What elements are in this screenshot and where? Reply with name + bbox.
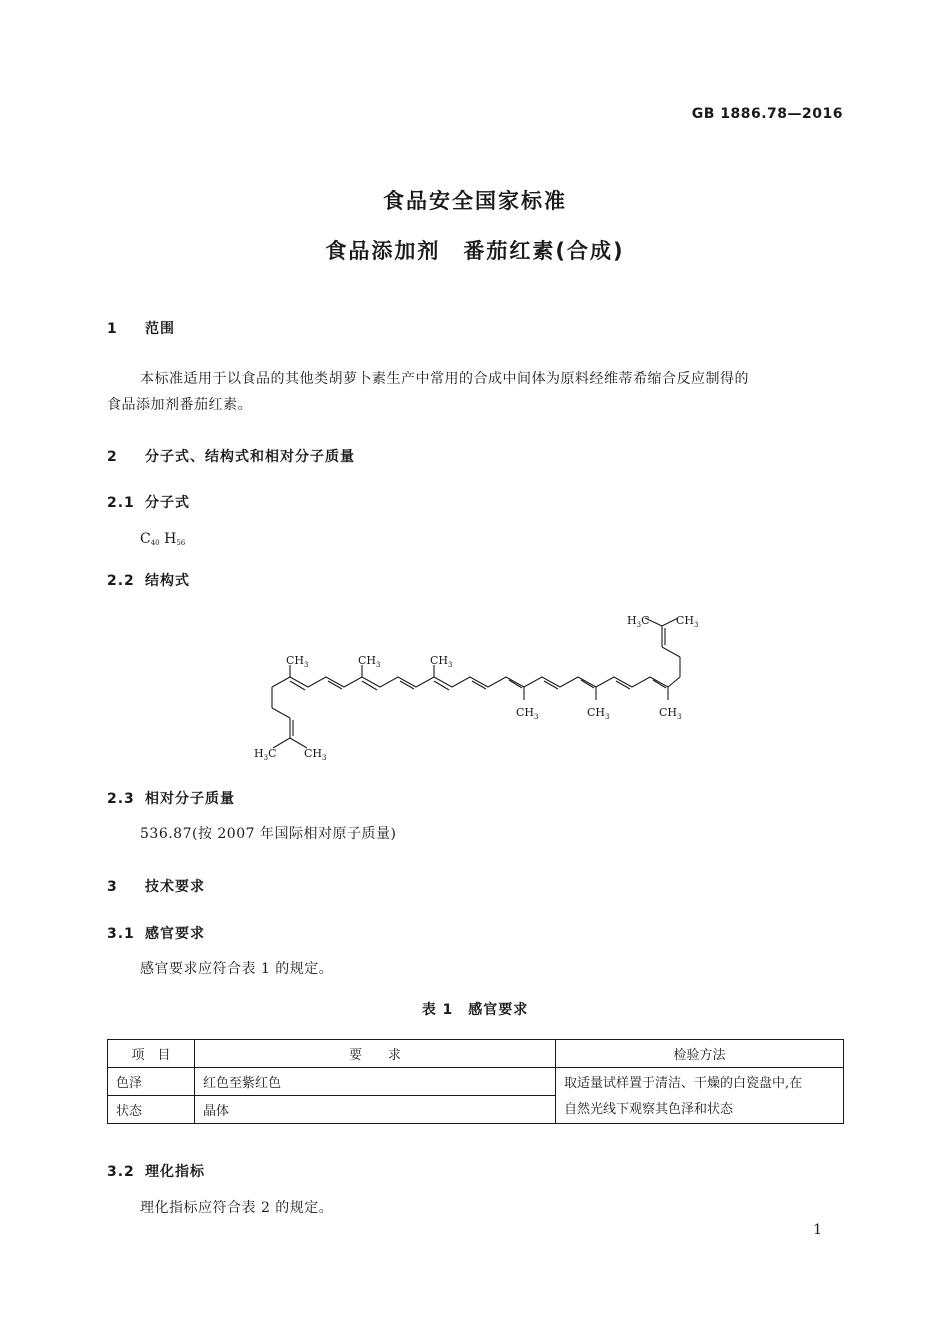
standard-code: GB 1886.78—2016 [691, 106, 843, 122]
methyl-label-left: $H_3C$ [254, 747, 277, 762]
methyl-label: $CH_3$ [516, 706, 539, 721]
table-1 [107, 1039, 844, 1124]
document-subtitle: 食品添加剂 番茄红素(合成) [325, 239, 625, 263]
table-row [108, 1068, 844, 1096]
methyl-label: $CH_3$ [430, 654, 453, 669]
column-header-requirement: 要 求 [195, 1040, 556, 1068]
column-header-method: 检验方法 [556, 1040, 844, 1068]
cell-item: 状态 [108, 1096, 195, 1124]
cell-method: 取适量试样置于清洁、干燥的白瓷盘中,在 自然光线下观察其色泽和状态 [556, 1068, 844, 1124]
section-2-1-heading: 2.1 分子式 [107, 495, 190, 511]
methyl-label: $CH_3$ [286, 654, 309, 669]
section-3-2-text: 理化指标应符合表 2 的规定。 [140, 1200, 334, 1216]
section-3-heading: 3 技术要求 [107, 879, 205, 895]
cell-requirement: 晶体 [195, 1096, 556, 1124]
table-1-caption: 表 1 感官要求 [421, 1002, 529, 1018]
section-2-2-heading: 2.2 结构式 [107, 573, 190, 589]
section-1-paragraph-line2: 食品添加剂番茄红素。 [107, 397, 252, 413]
table-header-row [108, 1040, 844, 1068]
methyl-label: $CH_3$ [358, 654, 381, 669]
molecular-formula: $C_{40}$ $H_{56}$ [140, 531, 186, 547]
section-3-1-text: 感官要求应符合表 1 的规定。 [140, 961, 334, 977]
section-2-heading: 2 分子式、结构式和相对分子质量 [107, 449, 355, 465]
section-1-heading: 1 范围 [107, 321, 175, 337]
cell-requirement: 红色至紫红色 [195, 1068, 556, 1096]
methyl-label: $CH_3$ [304, 747, 327, 762]
cell-item: 色泽 [108, 1068, 195, 1096]
document-title: 食品安全国家标准 [383, 189, 567, 213]
methyl-label: $CH_3$ [587, 706, 610, 721]
column-header-item: 项 目 [108, 1040, 195, 1068]
relative-molecular-mass: 536.87(按 2007 年国际相对原子质量) [140, 826, 397, 842]
section-3-2-heading: 3.2 理化指标 [107, 1164, 205, 1180]
page-number: 1 [813, 1222, 822, 1238]
section-2-3-heading: 2.3 相对分子质量 [107, 791, 235, 807]
methyl-label: $CH_3$ [659, 706, 682, 721]
methyl-label-left: $H_3C$ [627, 614, 650, 629]
section-3-1-heading: 3.1 感官要求 [107, 926, 205, 942]
methyl-label: $CH_3$ [676, 614, 699, 629]
section-1-paragraph-line1: 本标准适用于以食品的其他类胡萝卜素生产中常用的合成中间体为原料经维蒂希缩合反应制得的 [140, 371, 749, 387]
